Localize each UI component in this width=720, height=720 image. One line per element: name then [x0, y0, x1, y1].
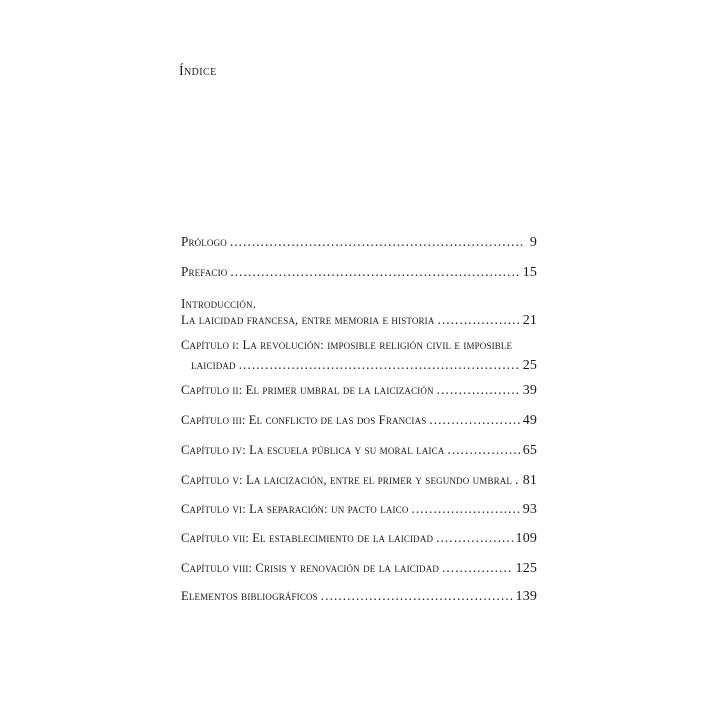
toc-entry-page-number: 9 [529, 235, 537, 250]
toc-entry-capitulo-1[interactable] [181, 338, 537, 374]
toc-entry-capitulo-7[interactable] [181, 530, 537, 547]
toc-entry-label: Capítulo vi: La separación: un pacto laico [181, 502, 409, 516]
toc-entry-page-number: 49 [522, 413, 537, 428]
dot-leader [230, 234, 524, 250]
toc-entry-capitulo-8[interactable] [181, 560, 537, 577]
toc-entry-page-number: 25 [522, 358, 537, 373]
toc-entry-label: Elementos bibliográficos [181, 589, 318, 603]
dot-leader [437, 312, 519, 328]
toc-entry-capitulo-5[interactable] [181, 472, 537, 489]
toc-entry-capitulo-4[interactable] [181, 442, 537, 459]
dot-leader [437, 382, 520, 398]
toc-entry-page-number: 81 [522, 473, 537, 488]
dot-leader [239, 357, 520, 373]
toc-entry-page-number: 65 [522, 443, 537, 458]
toc-entry-label: La laicidad francesa, entre memoria e historia [181, 313, 435, 327]
dot-leader [411, 501, 519, 517]
dot-leader [447, 442, 519, 458]
dot-leader [321, 588, 513, 604]
toc-entry-page-number: 139 [515, 589, 537, 604]
toc-entry-label: Capítulo viii: Crisis y renovación de la laicidad [181, 561, 440, 575]
toc-entry-capitulo-6[interactable] [181, 501, 537, 518]
toc-entry-page-number: 125 [515, 561, 537, 576]
toc-entry-label: Capítulo iv: La escuela pública y su moral laica [181, 443, 445, 457]
dot-leader [515, 472, 520, 488]
toc-entry-label: Capítulo ii: El primer umbral de la laicización [181, 383, 434, 397]
toc-entry-capitulo-2[interactable] [181, 382, 537, 399]
toc-entry-label: Prefacio [181, 264, 228, 279]
toc-entry-prefacio[interactable] [181, 264, 537, 281]
toc-entry-page-number: 21 [522, 313, 537, 328]
page-title: Índice [179, 64, 217, 79]
toc-entry-label: Prólogo [181, 234, 227, 249]
toc-entry-page-number: 109 [515, 531, 537, 546]
dot-leader [442, 560, 513, 576]
toc-entry-page-number: 15 [522, 265, 537, 280]
toc-entry-label: Capítulo vii: El establecimiento de la laicidad [181, 531, 434, 545]
toc-entry-label: Capítulo v: La laicización, entre el primer y segundo umbral [181, 473, 513, 487]
toc-entry-heading-line: Introducción. [181, 296, 257, 311]
toc-entry-page-number: 39 [522, 383, 537, 398]
toc-entry-introduccion[interactable] [181, 296, 537, 329]
toc-entry-label: Capítulo iii: El conflicto de las dos Francias [181, 413, 427, 427]
dot-leader [230, 264, 519, 280]
toc-entry-heading-line: Capítulo i: La revolución: imposible religión civil e imposible [181, 338, 513, 352]
toc-entry-prologo[interactable] [181, 234, 537, 251]
toc-entry-label: laicidad [191, 358, 236, 372]
toc-entry-bibliografia[interactable] [181, 588, 537, 605]
dot-leader [429, 412, 519, 428]
toc-entry-page-number: 93 [522, 502, 537, 517]
toc-entry-capitulo-3[interactable] [181, 412, 537, 429]
dot-leader [436, 530, 512, 546]
